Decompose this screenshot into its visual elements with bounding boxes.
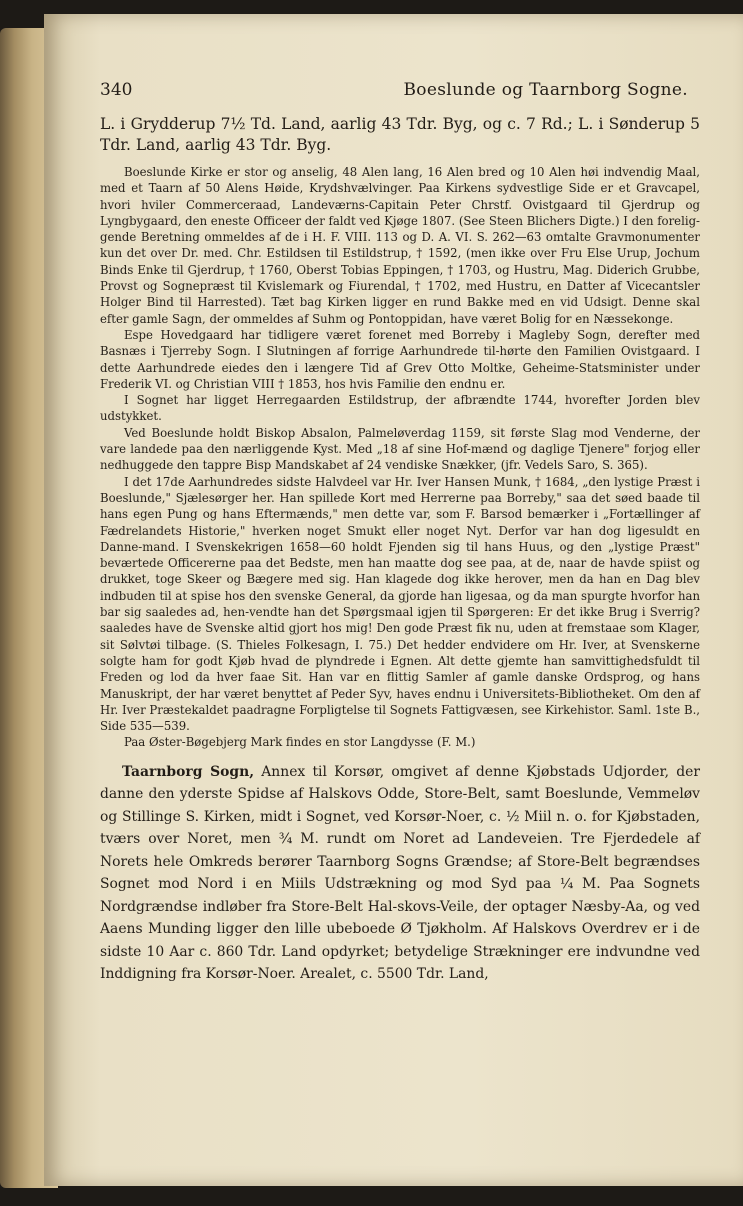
paragraph-estildstrup: I Sognet har ligget Herregaarden Estildstrup, der afbrændte 1744, hvorefter Jorden blev udstykket. [100, 393, 700, 424]
paragraph-espe: Espe Hovedgaard har tidligere været forenet med Borreby i Magleby Sogn, derefter med Basnæs i Tjerreby Sogn. I Slutningen af forrige Aarhundrede til-hørte den Familien Ovistgaard. I dette Aarhundrede eiedes den i længere Tid af Grev Otto Moltke, Geheime-Statsminister under Frederik VI. og Christian VIII † 1853, hos hvis Familie den endnu er. [100, 327, 700, 391]
running-title: Boeslunde og Taarnborg Sogne. [403, 80, 688, 100]
lead-paragraph: L. i Grydderup 7½ Td. Land, aarlig 43 Tdr. Byg, og c. 7 Rd.; L. i Sønderup 5 Tdr. Land, aarlig 43 Tdr. Byg. [100, 115, 700, 154]
page-content [100, 80, 700, 986]
paragraph-absalon: Ved Boeslunde holdt Biskop Absalon, Palmeløverdag 1159, sit første Slag mod Venderne, der vare landede paa den nærliggende Kyst. Med „18 af sine Hof-mænd og daglige Tjenere" forjog eller nedhuggede den tappre Bisp Mandskabet af 24 vendiske Snækker, (jfr. Vedels Saro, S. 365). [100, 425, 700, 473]
taarnborg-term: Taarnborg Sogn, [122, 763, 255, 780]
taarnborg-paragraph [100, 761, 700, 986]
paragraph-church: Boeslunde Kirke er stor og anselig, 48 Alen lang, 16 Alen bred og 10 Alen høi indvendig Maal, med et Taarn af 50 Alens Høide, Krydshvælvinger. Paa Kirkens sydvestlige Side er et Gravcapel, hvori hviler Commerceraad, Landeværns-Capitain Peter Chrstf. Ovistgaard til Gjerdrup og Lyngbygaard, den eneste Officeer der faldt ved Kjøge 1807. (See Steen Blichers Digte.) I den forelig-gende Beretning ommeldes af de i H. F. VIII. 113 og D. A. VI. S. 262—63 omtalte Gravmonumenter kun det over Dr. med. Chr. Estildsen til Estildstrup, † 1592, (men ikke over Fru Else Urup, Jochum Binds Enke til Gjerdrup, † 1760, Oberst Tobias Eppingen, † 1703, og Hustru, Mag. Diderich Grubbe, Provst og Sognepræst til Kvislemark og Fiurendal, † 1702, med Hustru, en Datter af Vicecantsler Holger Bind til Harrested). Tæt bag Kirken ligger en rund Bakke med en vid Udsigt. Denne skal efter gamle Sagn, der ommeldes af Suhm og Pontoppidan, have været Bolig for en Næssekonge. [100, 165, 701, 326]
paragraph-iver-munk: I det 17de Aarhundredes sidste Halvdeel var Hr. Iver Hansen Munk, † 1684, „den lystige Præst i Boeslunde," Sjælesørger her. Han spillede Kort med Herrerne paa Borreby," saa det søed baade til hans egen Pung og hans Eftermænds," men dette var, som F. Barsod bemærker i „Fortællinger af Fædrelandets Historie," hverken noget Smukt eller noget Nyt. Derfor var han dog ligesuldt en Danne-mand. I Svenskekrigen 1658—60 holdt Fjenden sig til hans Huus, og den „lystige Præst" beværtede Officererne paa det Bedste, men han maatte dog see paa, at de, naar de havde spiist og drukket, toge Skeer og Bægere med sig. Han klagede dog ikke herover, men da han en Dag blev indbuden til at spise hos den svenske General, da gjorde han ligesaa, og da man spurgte hvorfor han bar sig saaledes ad, hen-vendte han det Spørgsmaal igjen til Spørgeren: Er det ikke Brug i Sverrig? saaledes have de Svenske altid gjort hos mig! Den gode Præst fik nu, uden at fremstaae som Klager, sit Sølvtøi tilbage. (S. Thieles Folkesagn, I. 75.) Det hedder endvidere om Hr. Iver, at Svenskerne solgte ham for godt Kjøb hvad de plyndrede i Egnen. Alt dette gjemte han samvittighedsfuldt til Freden og lod da hver faae Sit. Han var en flittig Samler af gamle danske Ordsprog, og hans Manuskript, der har været benyttet af Peder Syv, haves endnu i Universitets-Bibliotheket. Om den af Hr. Iver Præstekaldet paadragne Forpligtelse til Sognets Fattigvæsen, see Kirkehistor. Saml. 1ste B., Side 535—539. [100, 474, 700, 734]
page-number: 340 [100, 80, 133, 100]
paragraph-langdysse: Paa Øster-Bøgebjerg Mark findes en stor Langdysse (F. M.) [124, 735, 476, 750]
taarnborg-text: Annex til Korsør, omgivet af denne Kjøbstads Udjorder, der danne den yderste Spidse af Halskovs Odde, Store-Belt, samt Boeslunde, Vemmeløv og Stillinge S. Kirken, midt i Sognet, ved Korsør-Noer, c. ½ Miil n. o. for Kjøbstaden, tværs over Noret, men ¾ M. rundt om Noret ad Landeveien. Tre Fjerdedele af Norets hele Omkreds berører Taarnborg Sogns Grændse; af Store-Belt begrændses Sognet mod Nord i en Miils Udstrækning og mod Syd paa ¼ M. Paa Sognets Nordgrændse indløber fra Store-Belt Hal-skovs-Veile, der optager Næsby-Aa, og ved Aaens Munding ligger den lille ubeboede Ø Tjøkholm. Af Halskovs Overdrev er i de sidste 10 Aar c. 860 Tdr. Land opdyrket; betydelige Strækninger ere indvundne ved Inddigning fra Korsør-Noer. Arealet, c. 5500 Tdr. Land, [100, 763, 700, 983]
running-header [100, 80, 700, 100]
